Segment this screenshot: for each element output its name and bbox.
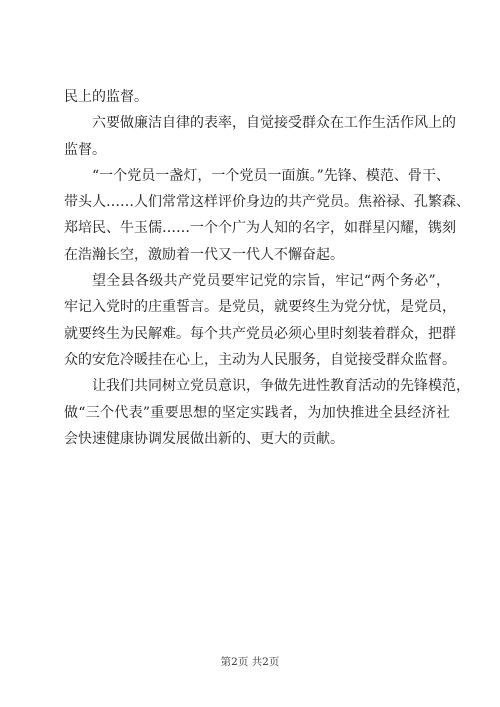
document-body	[64, 84, 470, 452]
text-line: 监督。	[64, 141, 106, 158]
text-line: 带头人……人们常常这样评价身边的共产党员。焦裕禄、孔繁森、	[64, 194, 470, 211]
text-line: 众的安危冷暖挂在心上，主动为人民服务，自觉接受群众监督。	[64, 351, 456, 368]
text-line: 牢记入党时的庄重誓言。是党员，就要终生为党分忧，是党员，	[64, 299, 456, 316]
text-line: 望全县各级共产党员要牢记党的宗旨，牢记“两个务必”，	[92, 273, 450, 290]
text-line: “一个党员一盏灯，一个党员一面旗。”先锋、模范、骨干、	[92, 167, 450, 184]
text-line: 在浩瀚长空，激励着一代又一代人不懈奋起。	[64, 246, 344, 263]
text-line: 让我们共同树立党员意识，争做先进性教育活动的先锋模范，	[92, 378, 470, 395]
text-line: 会快速健康协调发展做出新的、更大的贡献。	[64, 430, 344, 447]
text-line: 做“三个代表”重要思想的坚定实践者，为加快推进全县经济社	[64, 404, 450, 421]
text-line: 郑培民、牛玉儒……一个个广为人知的名字，如群星闪耀，镌刻	[64, 220, 456, 237]
page-footer: 第2页 共2页	[220, 656, 280, 668]
text-line: 六要做廉洁自律的表率，自觉接受群众在工作生活作风上的	[92, 115, 456, 132]
text-line: 民上的监督。	[64, 89, 148, 105]
text-line: 就要终生为民解难。每个共产党员必须心里时刻装着群众，把群	[64, 325, 456, 342]
